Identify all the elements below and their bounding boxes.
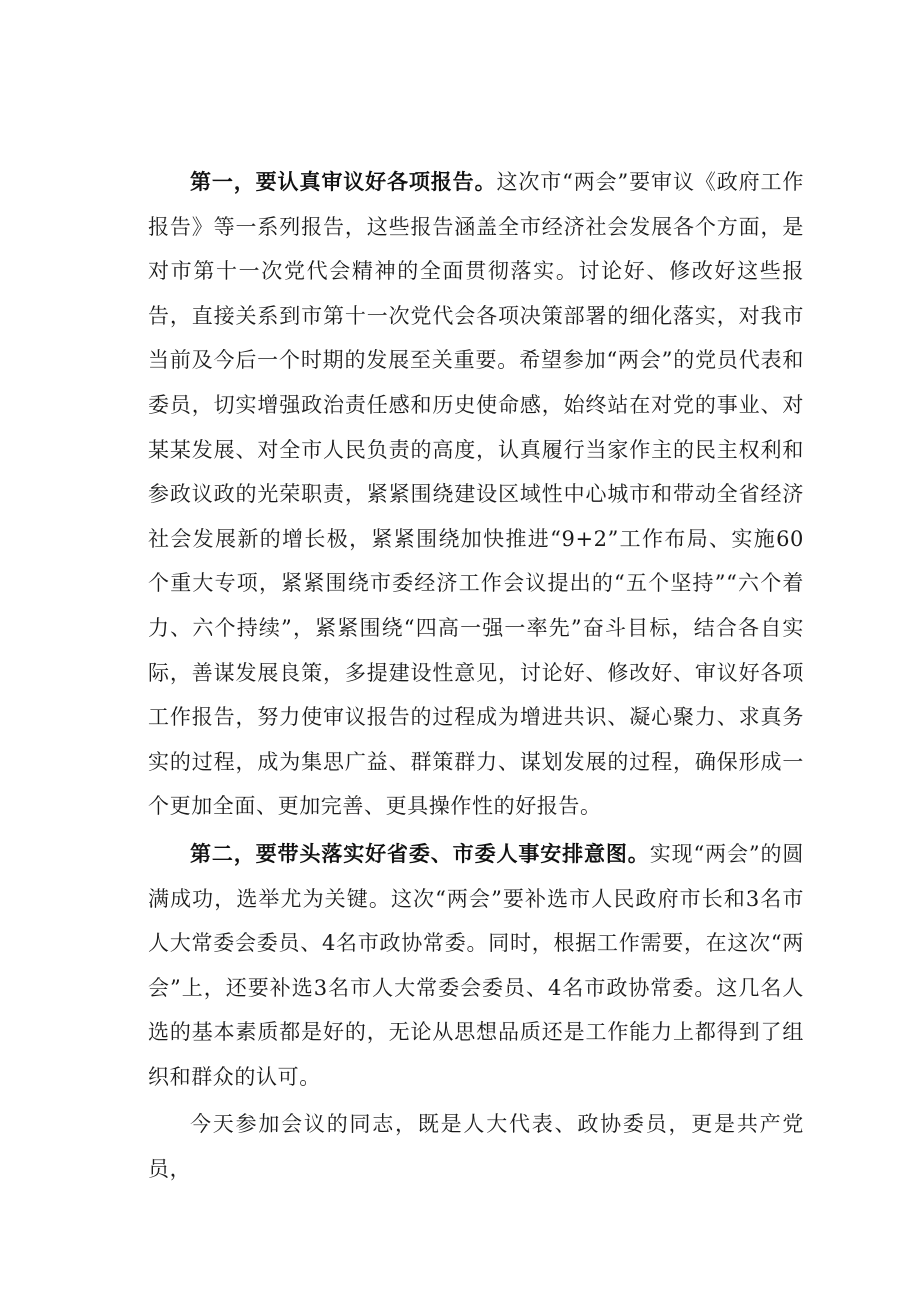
document-body [148, 160, 804, 1192]
paragraph-second-text: 实现“两会”的圆满成功，选举尤为关键。这次“两会”要补选市人民政府市长和3名市人大常委会委员、4名市政协常委。同时，根据工作需要，在这次“两会”上，还要补选3名市人大常委会委员、4名市政协常委。这几名人选的基本素质都是好的，无论从思想品质还是工作能力上都得到了组织和群众的认可。 [148, 841, 804, 1089]
paragraph-third-text: 今天参加会议的同志，既是人大代表、政协委员，更是共产党员， [148, 1112, 804, 1182]
paragraph-second-heading: 第二，要带头落实好省委、市委人事安排意图。 [190, 841, 650, 866]
paragraph-first-text: 这次市“两会”要审议《政府工作报告》等一系列报告，这些报告涵盖全市经济社会发展各个方面，是对市第十一次党代会精神的全面贯彻落实。讨论好、修改好这些报告，直接关系到市第十一次党代会各项决策部署的细化落实，对我市当前及今后一个时期的发展至关重要。希望参加“两会”的党员代表和委员，切实增强政治责任感和历史使命感，始终站在对党的事业、对某某发展、对全市人民负责的高度，认真履行当家作主的民主权利和参政议政的光荣职责，紧紧围绕建设区域性中心城市和带动全省经济社会发展新的增长极，紧紧围绕加快推进“9+2”工作布局、实施60个重大专项，紧紧围绕市委经济工作会议提出的“五个坚持”“六个着力、六个持续”，紧紧围绕“四高一强一率先”奋斗目标，结合各自实际，善谋发展良策，多提建设性意见，讨论好、修改好、审议好各项工作报告，努力使审议报告的过程成为增进共识、凝心聚力、求真务实的过程，成为集思广益、群策群力、谋划发展的过程，确保形成一个更加全面、更加完善、更具操作性的好报告。 [148, 170, 804, 819]
paragraph-first [148, 160, 804, 829]
paragraph-first-heading: 第一，要认真审议好各项报告。 [190, 170, 497, 194]
paragraph-second [148, 832, 804, 1100]
paragraph-third [148, 1102, 804, 1191]
